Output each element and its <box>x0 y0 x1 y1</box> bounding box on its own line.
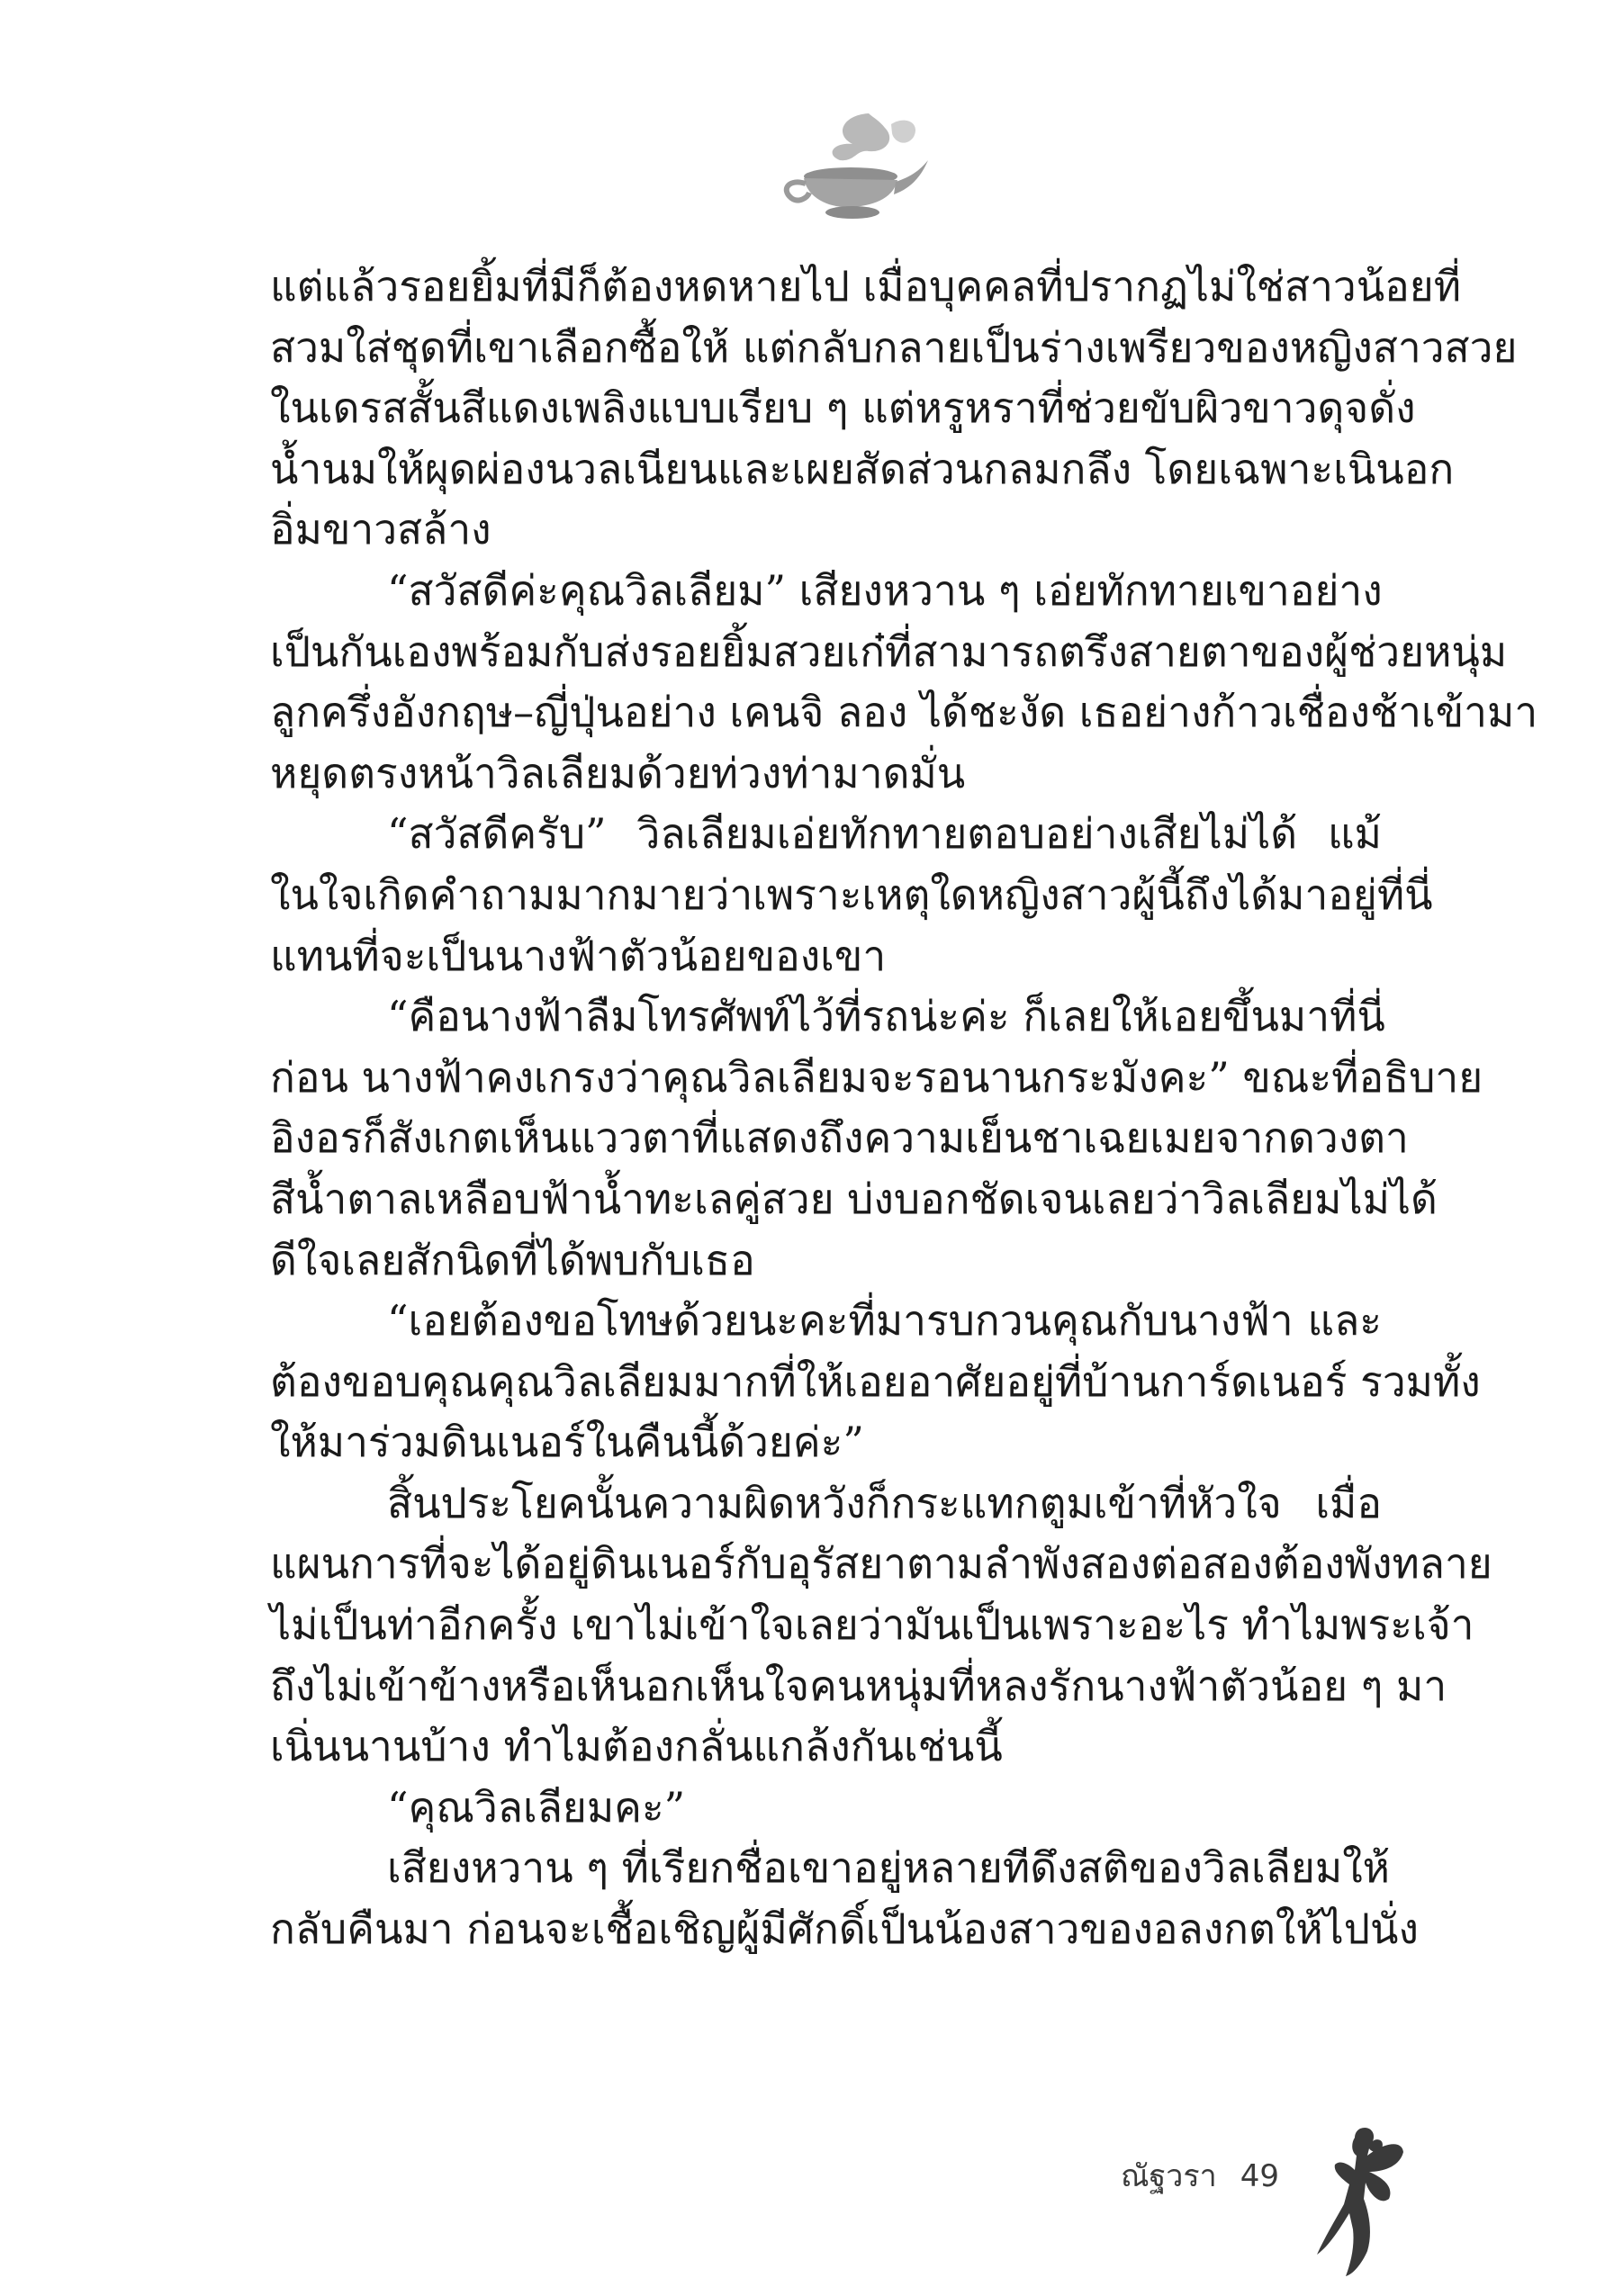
text-line: เนิ่นนานบ้าง ทำไมต้องกลั่นแกล้งกันเช่นนี้ <box>270 1722 1003 1771</box>
text-line: อิงอรก็สังเกตเห็นแววตาที่แสดงถึงความเย็นชาเฉยเมยจากดวงตา <box>270 1113 1409 1163</box>
text-line: แผนการที่จะได้อยู่ดินเนอร์กับอุรัสยาตามลำพังสองต่อสองต้องพังทลาย <box>270 1539 1492 1589</box>
text-line: ในใจเกิดคำถามมากมายว่าเพราะเหตุใดหญิงสาวผู้นี้ถึงได้มาอยู่ที่นี่ <box>270 869 1433 919</box>
text-line: สีน้ำตาลเหลือบฟ้าน้ำทะเลคู่สวย บ่งบอกชัดเจนเลยว่าวิลเลียมไม่ได้ <box>270 1174 1438 1223</box>
text-line: น้ำนมให้ผุดผ่องนวลเนียนและเผยสัดส่วนกลมกลึง โดยเฉพาะเนินอก <box>270 444 1455 493</box>
text-line: หยุดตรงหน้าวิลเลียมด้วยท่วงท่ามาดมั่น <box>270 748 966 797</box>
text-line: ก่อน นางฟ้าคงเกรงว่าคุณวิลเลียมจะรอนานกระมังคะ” ขณะที่อธิบาย <box>270 1052 1483 1102</box>
text-line: ไม่เป็นท่าอีกครั้ง เขาไม่เข้าใจเลยว่ามันเป็นเพราะอะไร ทำไมพระเจ้า <box>270 1600 1474 1650</box>
fairy-silhouette-icon <box>1310 2120 1404 2277</box>
text-line: ในเดรสสั้นสีแดงเพลิงแบบเรียบ ๆ แต่หรูหราที่ช่วยขับผิวขาวดุจดั่ง <box>270 383 1416 433</box>
text-line: สิ้นประโยคนั้นความผิดหวังก็กระแทกตูมเข้าที่หัวใจ เมื่อ <box>387 1478 1382 1527</box>
text-line: “เอยต้องขอโทษด้วยนะคะที่มารบกวนคุณกับนางฟ้า และ <box>387 1296 1382 1346</box>
text-line: ถึงไม่เข้าข้างหรือเห็นอกเห็นใจคนหนุ่มที่หลงรักนางฟ้าตัวน้อย ๆ มา <box>270 1661 1447 1710</box>
text-line: ดีใจเลยสักนิดที่ได้พบกับเธอ <box>270 1235 755 1284</box>
text-line: กลับคืนมา ก่อนจะเชื้อเชิญผู้มีศักดิ์เป็นน้องสาวของอลงกตให้ไปนั่ง <box>270 1904 1419 1954</box>
body-text <box>270 257 1538 1960</box>
text-line: ลูกครึ่งอังกฤษ–ญี่ปุ่นอย่าง เคนจิ ลอง ได้ชะงัด เธอย่างก้าวเชื่องช้าเข้ามา <box>270 688 1538 737</box>
text-line: “สวัสดีค่ะคุณวิลเลียม” เสียงหวาน ๆ เอ่ยทักทายเขาอย่าง <box>387 565 1383 615</box>
text-line: “สวัสดีครับ” วิลเลียมเอ่ยทักทายตอบอย่างเสียไม่ได้ แม้ <box>387 809 1382 859</box>
text-line: เป็นกันเองพร้อมกับส่งรอยยิ้มสวยเก๋ที่สามารถตรึงสายตาของผู้ช่วยหนุ่ม <box>270 626 1508 676</box>
text-line: ให้มาร่วมดินเนอร์ในคืนนี้ด้วยค่ะ” <box>270 1418 864 1467</box>
text-line: แทนที่จะเป็นนางฟ้าตัวน้อยของเขา <box>270 931 887 980</box>
text-line: ต้องขอบคุณคุณวิลเลียมมากที่ให้เอยอาศัยอยู่ที่บ้านการ์ดเนอร์ รวมทั้ง <box>270 1356 1481 1406</box>
text-line: อิ่มขาวสล้าง <box>270 505 491 554</box>
text-line: “คุณวิลเลียมคะ” <box>387 1782 686 1832</box>
genie-lamp-icon <box>770 106 932 223</box>
text-line: “คือนางฟ้าลืมโทรศัพท์ไว้ที่รถน่ะค่ะ ก็เลยให้เอยขึ้นมาที่นี่ <box>387 992 1385 1041</box>
text-line: สวมใส่ชุดที่เขาเลือกซื้อให้ แต่กลับกลายเป็นร่างเพรียวของหญิงสาวสวย <box>270 322 1518 372</box>
text-line: แต่แล้วรอยยิ้มที่มีก็ต้องหดหายไป เมื่อบุคคลที่ปรากฏไม่ใช่สาวน้อยที่ <box>270 262 1462 311</box>
page-number: 49 <box>1240 2158 1280 2194</box>
text-line: เสียงหวาน ๆ ที่เรียกชื่อเขาอยู่หลายทีดึงสติของวิลเลียมให้ <box>387 1843 1390 1893</box>
author-name: ณัฐวรา <box>1121 2158 1217 2194</box>
page-footer <box>1121 2151 1279 2200</box>
